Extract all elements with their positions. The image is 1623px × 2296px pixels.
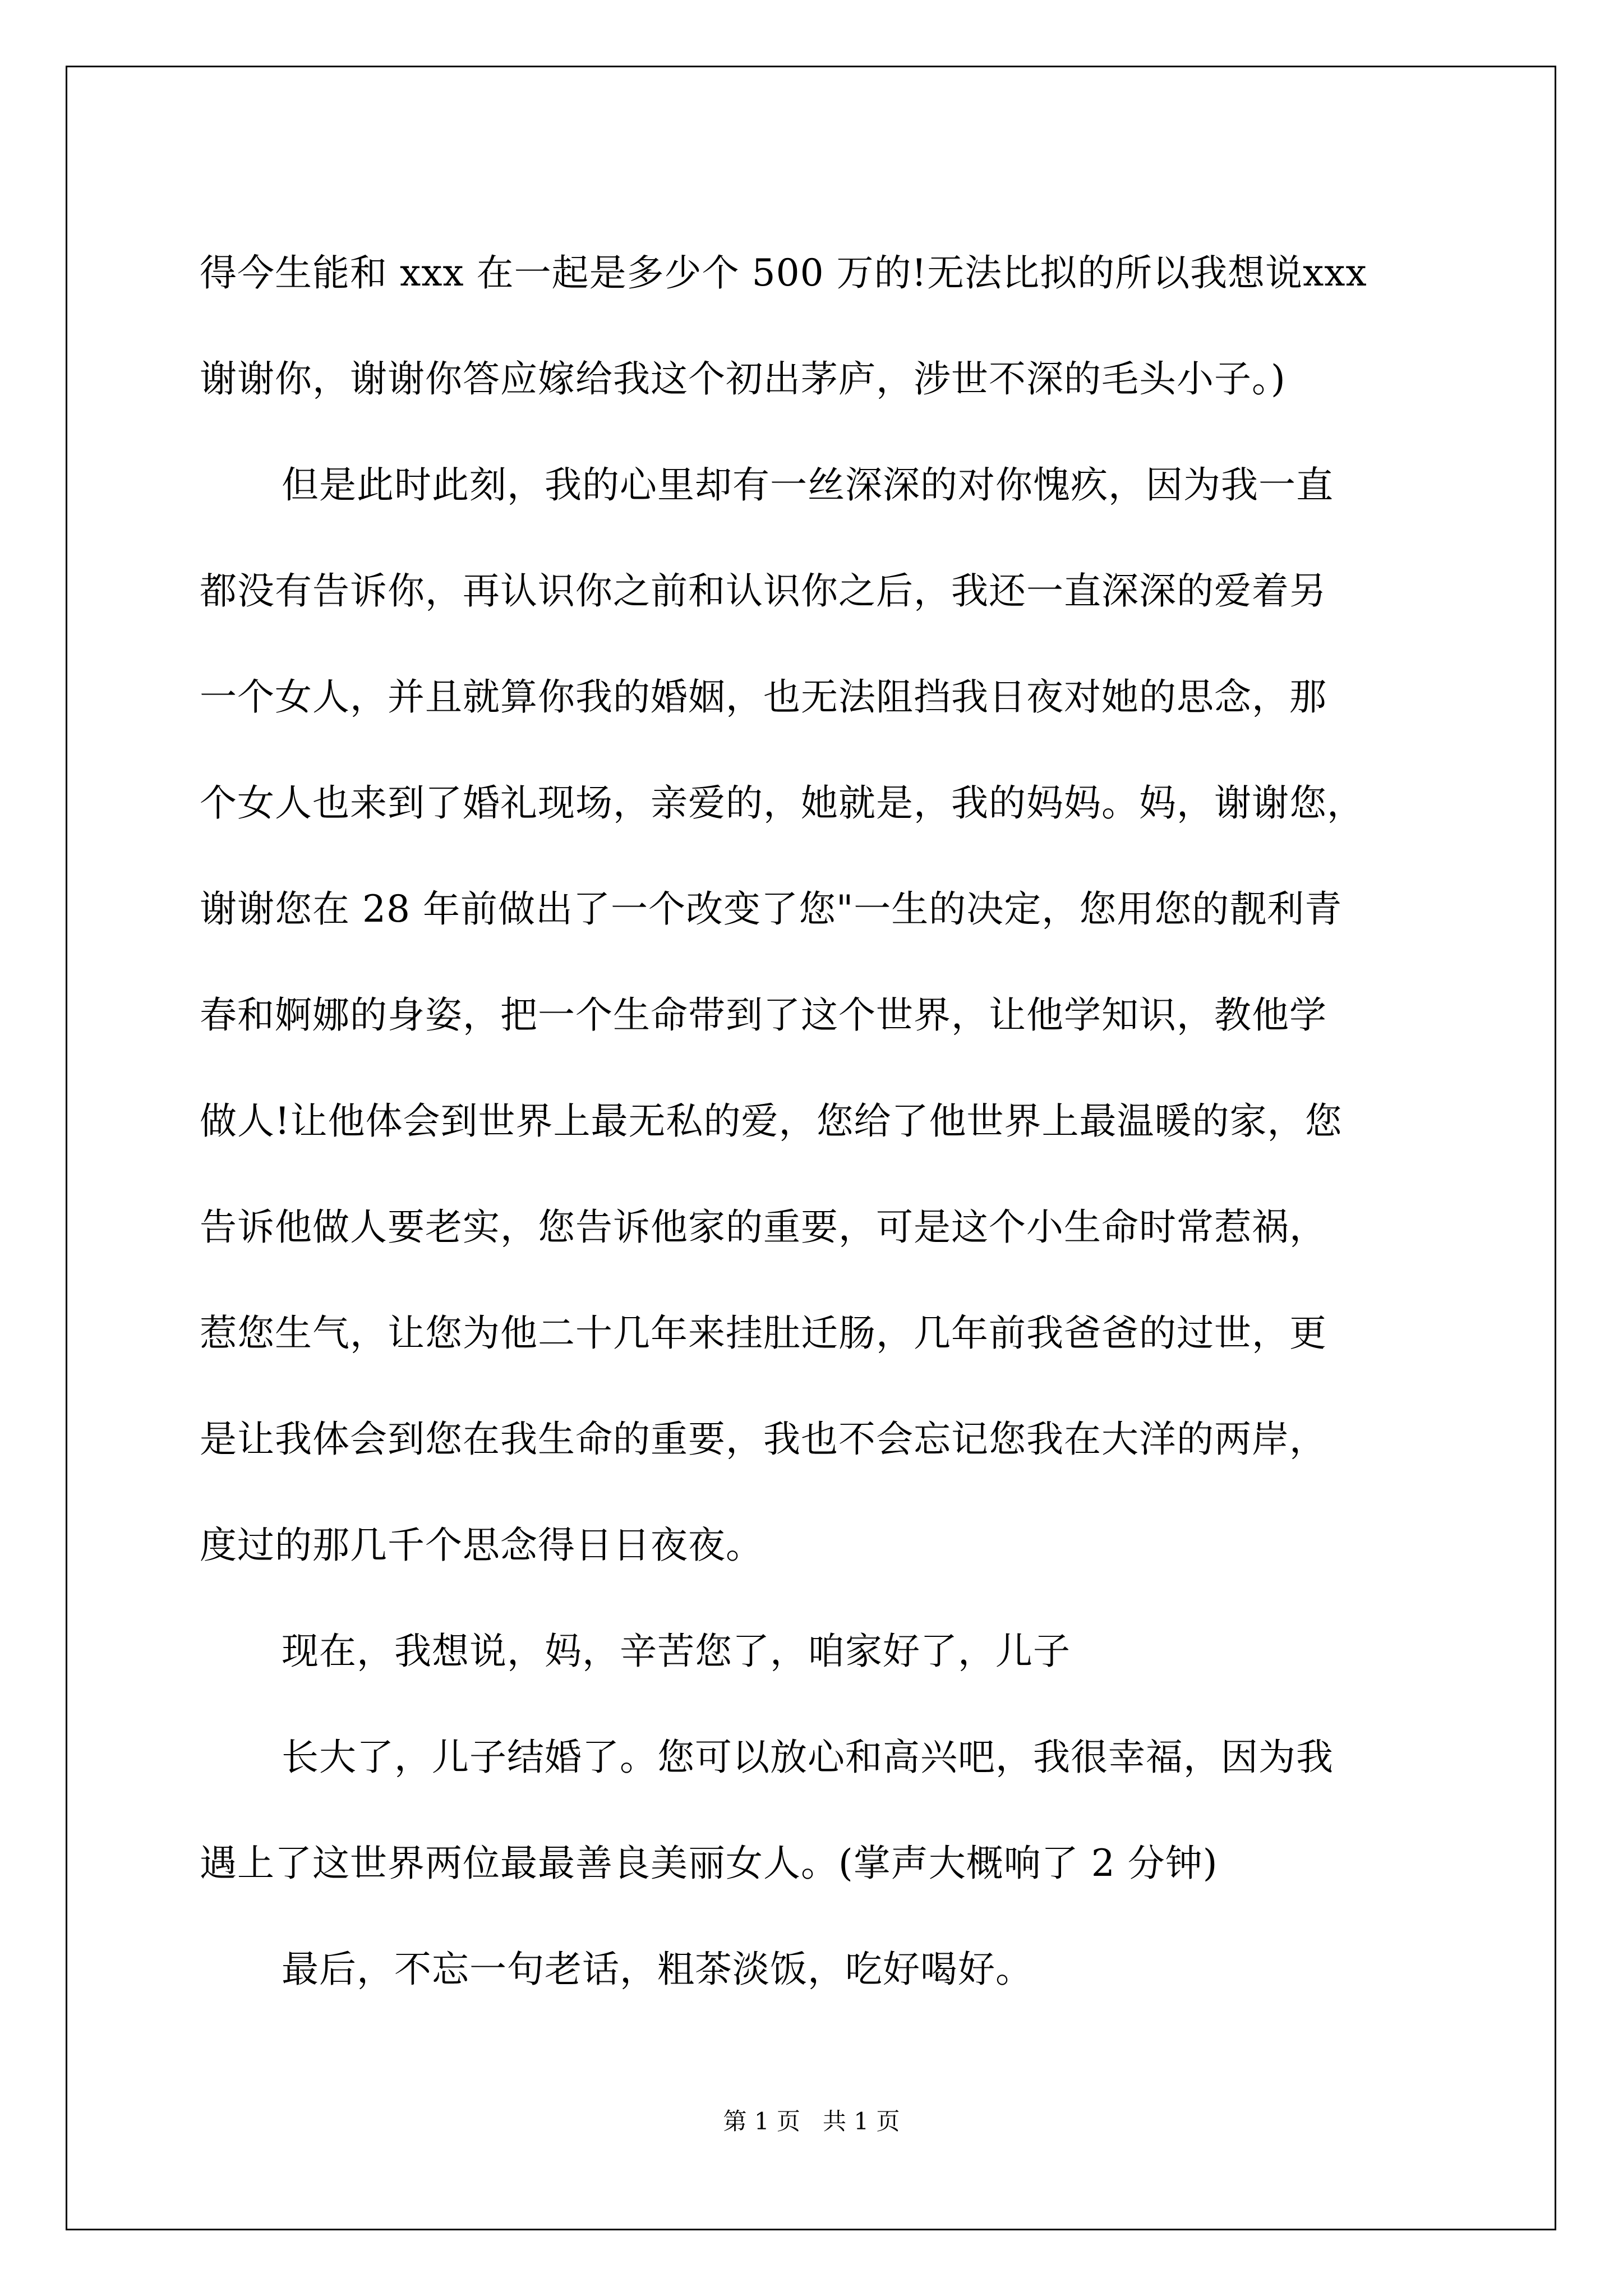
text-line: 春和婀娜的身姿，把一个生命带到了这个世界，让他学知识，教他学 bbox=[200, 993, 1327, 1037]
text-line: 谢谢你，谢谢你答应嫁给我这个初出茅庐，涉世不深的毛头小子。) bbox=[200, 357, 1286, 401]
text-line: 做人!让他体会到世界上最无私的爱，您给了他世界上最温暖的家，您 bbox=[200, 1099, 1343, 1143]
text-line: 都没有告诉你，再认识你之前和认识你之后，我还一直深深的爱着另 bbox=[200, 569, 1327, 613]
paragraph-start-line: 但是此时此刻，我的心里却有一丝深深的对你愧疚，因为我一直 bbox=[282, 463, 1334, 507]
paragraph-start-line: 现在，我想说，妈，辛苦您了，咱家好了，儿子 bbox=[282, 1630, 1071, 1673]
text-line: 告诉他做人要老实，您告诉他家的重要，可是这个小生命时常惹祸， bbox=[200, 1205, 1327, 1249]
text-line: 是让我体会到您在我生命的重要，我也不会忘记您我在大洋的两岸， bbox=[200, 1418, 1327, 1461]
text-line: 一个女人，并且就算你我的婚姻，也无法阻挡我日夜对她的思念，那 bbox=[200, 675, 1327, 719]
text-line: 遇上了这世界两位最最善良美丽女人。(掌声大概响了 2 分钟) bbox=[200, 1842, 1218, 1885]
paragraph-start-line: 长大了，儿子结婚了。您可以放心和高兴吧，我很幸福，因为我 bbox=[282, 1736, 1334, 1779]
text-line: 度过的那几千个思念得日日夜夜。 bbox=[200, 1524, 763, 1567]
text-line: 个女人也来到了婚礼现场，亲爱的，她就是，我的妈妈。妈，谢谢您， bbox=[200, 781, 1364, 825]
document-body bbox=[200, 220, 1428, 2022]
paragraph-start-line: 最后，不忘一句老话，粗茶淡饭，吃好喝好。 bbox=[282, 1948, 1033, 1991]
page-number-footer: 第 1 页 共 1 页 bbox=[723, 2108, 900, 2135]
text-line: 惹您生气，让您为他二十几年来挂肚迁肠，几年前我爸爸的过世，更 bbox=[200, 1312, 1327, 1355]
text-line: 谢谢您在 28 年前做出了一个改变了您"一生的决定，您用您的靓利青 bbox=[200, 887, 1343, 931]
text-line: 得今生能和 xxx 在一起是多少个 500 万的!无法比拟的所以我想说xxx bbox=[200, 251, 1367, 295]
